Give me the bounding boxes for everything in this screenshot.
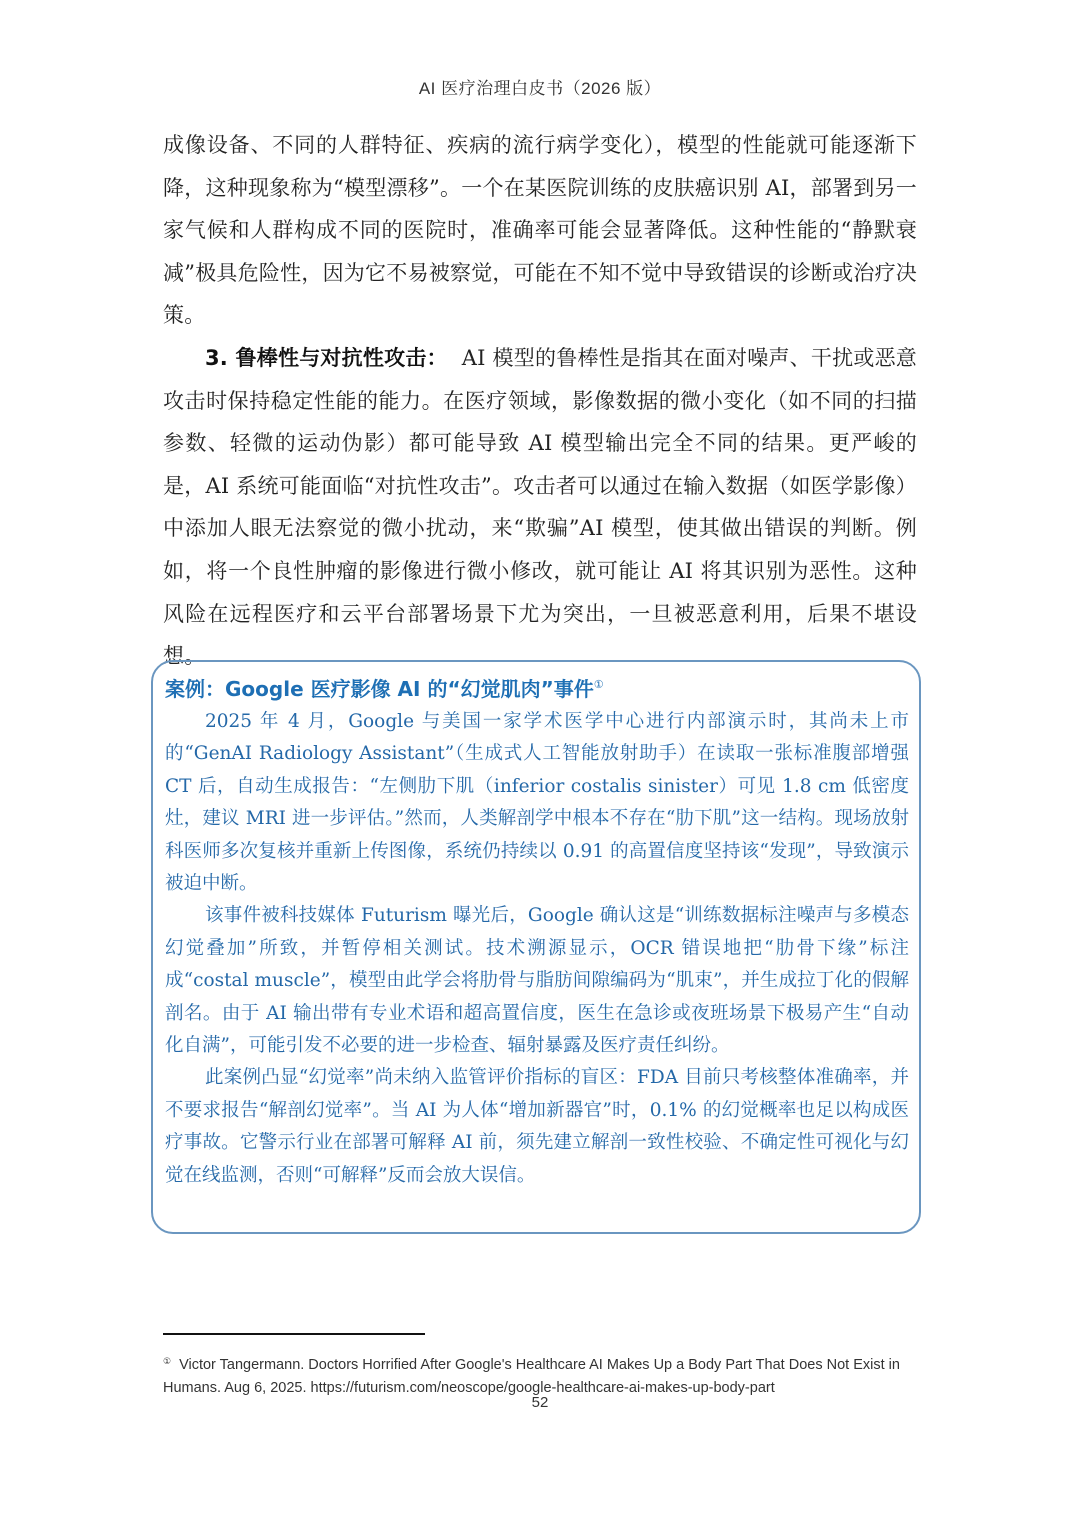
case-study-title-text: 案例：Google 医疗影像 AI 的“幻觉肌肉”事件: [165, 677, 594, 701]
case-study-box: [151, 660, 921, 1234]
footnote: [163, 1350, 923, 1400]
robustness-text: AI 模型的鲁棒性是指其在面对噪声、干扰或恶意攻击时保持稳定性能的能力。在医疗领域，影像数据的微小变化（如不同的扫描参数、轻微的运动伪影）都可能导致 AI 模型输出完全不同的结果。更严峻的是，AI 系统可能面临“对抗性攻击”。攻击者可以通过在输入数据（如医学影像）中添加人眼无法察觉的微小扰动，来“欺骗”AI 模型，使其做出错误的判断。例如，将一个良性肿瘤的影像进行微小修改，就可能让 AI 将其识别为恶性。这种风险在远程医疗和云平台部署场景下尤为突出，一旦被恶意利用，后果不堪设想。: [163, 345, 918, 669]
case-study-title: [165, 668, 909, 706]
paragraph-robustness: [163, 337, 917, 678]
case-paragraph-lesson: 此案例凸显“幻觉率”尚未纳入监管评价指标的盲区：FDA 目前只考核整体准确率，并不要求报告“解剖幻觉率”。当 AI 为人体“增加新器官”时，0.1% 的幻觉概率也足以构成医疗事故。它警示行业在部署可解释 AI 前，须先建立解剖一致性校验、不确定性可视化与幻觉在线监测，否则“可解释”反而会放大误信。: [165, 1067, 909, 1186]
footnote-marker: ①: [163, 1356, 172, 1366]
main-body: [163, 124, 917, 678]
running-header: AI 医疗治理白皮书（2026 版）: [418, 79, 662, 98]
case-paragraph-analysis: 该事件被科技媒体 Futurism 曝光后，Google 确认这是“训练数据标注噪声与多模态幻觉叠加”所致，并暂停相关测试。技术溯源显示，OCR 错误地把“肋骨下缘”标注成“costal muscle”，模型由此学会将肋骨与脂肪间隙编码为“肌束”，并生成拉丁化的假解剖名。由于 AI 输出带有专业术语和超高置信度，医生在急诊或夜班场景下极易产生“自动化自满”，可能引发不必要的进一步检查、辐射暴露及医疗责任纠纷。: [165, 905, 909, 1057]
footnote-reference-marker[interactable]: ①: [593, 678, 604, 691]
footnote-divider: [163, 1333, 425, 1335]
case-paragraph-incident: 2025 年 4 月，Google 与美国一家学术医学中心进行内部演示时，其尚未上市的“GenAI Radiology Assistant”（生成式人工智能放射助手）在读取一张标准腹部增强 CT 后，自动生成报告：“左侧肋下肌（inferior costalis sinister）可见 1.8 cm 低密度灶，建议 MRI 进一步评估。”然而，人类解剖学中根本不存在“肋下肌”这一结构。现场放射科医师多次复核并重新上传图像，系统仍持续以 0.91 的高置信度坚持该“发现”，导致演示被迫中断。: [165, 711, 909, 895]
section-heading-robustness: 3. 鲁棒性与对抗性攻击：: [205, 345, 448, 370]
paragraph-model-drift: 成像设备、不同的人群特征、疾病的流行病学变化），模型的性能就可能逐渐下降，这种现象称为“模型漂移”。一个在某医院训练的皮肤癌识别 AI，部署到另一家气候和人群构成不同的医院时，准确率可能会显著降低。这种性能的“静默衰减”极具危险性，因为它不易被察觉，可能在不知不觉中导致错误的诊断或治疗决策。: [163, 133, 917, 328]
footnote-text: Victor Tangermann. Doctors Horrified After Google's Healthcare AI Makes Up a Body Part That Does Not Exist in Humans. Aug 6, 2025. https://futurism.com/neoscope/google-healthcare-ai-makes-up-body-part: [163, 1357, 900, 1396]
page-number: 52: [531, 1394, 549, 1411]
